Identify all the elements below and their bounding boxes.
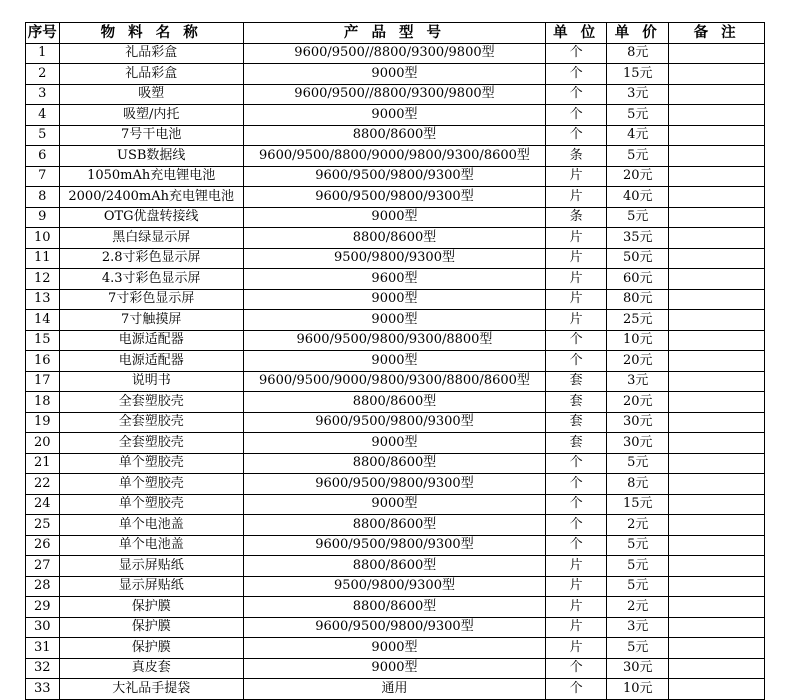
table-row [26,228,765,249]
cell-price[interactable]: 5元 [607,576,669,597]
cell-model[interactable]: 9600型 [243,269,545,290]
cell-model[interactable]: 8800/8600型 [243,515,545,536]
cell-note[interactable] [669,289,765,310]
cell-name[interactable]: 真皮套 [59,658,243,679]
cell-index[interactable]: 19 [26,412,60,433]
cell-note[interactable] [669,515,765,536]
cell-model[interactable]: 9600/9500/8800/9000/9800/9300/8600型 [243,146,545,167]
cell-model[interactable]: 9600/9500/9800/9300型 [243,474,545,495]
cell-unit[interactable]: 片 [546,248,607,269]
cell-index[interactable]: 30 [26,617,60,638]
cell-name[interactable]: 显示屏贴纸 [59,576,243,597]
cell-model[interactable]: 8800/8600型 [243,597,545,618]
cell-name[interactable]: 礼品彩盒 [59,43,243,64]
table-row [26,515,765,536]
cell-name[interactable]: 全套塑胶壳 [59,392,243,413]
cell-name[interactable]: 单个塑胶壳 [59,474,243,495]
cell-unit[interactable]: 片 [546,228,607,249]
cell-name[interactable]: 说明书 [59,371,243,392]
cell-name[interactable]: OTG优盘转接线 [59,207,243,228]
table-row [26,679,765,700]
cell-index[interactable]: 11 [26,248,60,269]
cell-price[interactable]: 8元 [607,474,669,495]
table-row [26,84,765,105]
cell-note[interactable] [669,433,765,454]
cell-note[interactable] [669,187,765,208]
cell-price[interactable]: 3元 [607,617,669,638]
table-row [26,453,765,474]
cell-index[interactable]: 24 [26,494,60,515]
cell-model[interactable]: 9500/9800/9300型 [243,248,545,269]
cell-price[interactable]: 20元 [607,351,669,372]
cell-price[interactable]: 35元 [607,228,669,249]
header-name[interactable]: 物 料 名 称 [59,23,243,44]
cell-name[interactable]: 单个塑胶壳 [59,453,243,474]
cell-model[interactable]: 9000型 [243,310,545,331]
cell-note[interactable] [669,371,765,392]
cell-price[interactable]: 30元 [607,658,669,679]
cell-model[interactable]: 通用 [243,679,545,700]
cell-index[interactable]: 8 [26,187,60,208]
table-row [26,64,765,85]
cell-price[interactable]: 25元 [607,310,669,331]
cell-index[interactable]: 29 [26,597,60,618]
table-row [26,412,765,433]
cell-index[interactable]: 26 [26,535,60,556]
cell-note[interactable] [669,207,765,228]
cell-price[interactable]: 20元 [607,166,669,187]
cell-model[interactable]: 9000型 [243,289,545,310]
cell-unit[interactable]: 片 [546,638,607,659]
cell-name[interactable]: 4.3寸彩色显示屏 [59,269,243,290]
cell-name[interactable]: USB数据线 [59,146,243,167]
cell-price[interactable]: 5元 [607,453,669,474]
cell-price[interactable]: 10元 [607,330,669,351]
cell-index[interactable]: 27 [26,556,60,577]
cell-name[interactable]: 大礼品手提袋 [59,679,243,700]
cell-name[interactable]: 显示屏贴纸 [59,556,243,577]
table-row [26,310,765,331]
cell-model[interactable]: 9600/9500/9800/9300型 [243,535,545,556]
cell-note[interactable] [669,269,765,290]
cell-price[interactable]: 5元 [607,556,669,577]
cell-price[interactable]: 60元 [607,269,669,290]
cell-unit[interactable]: 个 [546,84,607,105]
cell-name[interactable]: 单个电池盖 [59,535,243,556]
table-row [26,146,765,167]
table-row [26,248,765,269]
table-row [26,269,765,290]
cell-model[interactable]: 9000型 [243,105,545,126]
table-row [26,638,765,659]
cell-price[interactable]: 20元 [607,392,669,413]
cell-index[interactable]: 4 [26,105,60,126]
cell-name[interactable]: 全套塑胶壳 [59,412,243,433]
cell-name[interactable]: 保护膜 [59,617,243,638]
table-row [26,433,765,454]
cell-note[interactable] [669,638,765,659]
cell-price[interactable]: 5元 [607,535,669,556]
table-row [26,289,765,310]
cell-price[interactable]: 30元 [607,412,669,433]
cell-index[interactable]: 3 [26,84,60,105]
cell-note[interactable] [669,453,765,474]
cell-note[interactable] [669,310,765,331]
cell-index[interactable]: 12 [26,269,60,290]
cell-name[interactable]: 礼品彩盒 [59,64,243,85]
table-row [26,125,765,146]
cell-price[interactable]: 40元 [607,187,669,208]
table-row [26,617,765,638]
cell-model[interactable]: 9600/9500/9800/9300型 [243,187,545,208]
cell-index[interactable]: 25 [26,515,60,536]
cell-price[interactable]: 5元 [607,638,669,659]
cell-note[interactable] [669,43,765,64]
cell-unit[interactable]: 个 [546,515,607,536]
cell-name[interactable]: 吸塑/内托 [59,105,243,126]
cell-index[interactable]: 5 [26,125,60,146]
cell-name[interactable]: 7号干电池 [59,125,243,146]
table-row [26,658,765,679]
cell-name[interactable]: 2000/2400mAh充电锂电池 [59,187,243,208]
cell-note[interactable] [669,556,765,577]
cell-price[interactable]: 5元 [607,105,669,126]
cell-model[interactable]: 9600/9500/9000/9800/9300/8800/8600型 [243,371,545,392]
table-row [26,576,765,597]
price-list-table [25,22,765,700]
cell-name[interactable]: 单个电池盖 [59,515,243,536]
cell-model[interactable]: 9000型 [243,658,545,679]
cell-price[interactable]: 15元 [607,494,669,515]
cell-unit[interactable]: 个 [546,330,607,351]
cell-index[interactable]: 21 [26,453,60,474]
table-row [26,43,765,64]
cell-unit[interactable]: 片 [546,310,607,331]
cell-index[interactable]: 32 [26,658,60,679]
header-index[interactable]: 序号 [26,23,60,44]
cell-note[interactable] [669,84,765,105]
cell-model[interactable]: 9000型 [243,494,545,515]
cell-name[interactable]: 黑白绿显示屏 [59,228,243,249]
cell-price[interactable]: 3元 [607,84,669,105]
cell-price[interactable]: 50元 [607,248,669,269]
cell-unit[interactable]: 个 [546,43,607,64]
cell-price[interactable]: 10元 [607,679,669,700]
header-note[interactable]: 备 注 [669,23,765,44]
cell-name[interactable]: 保护膜 [59,638,243,659]
cell-name[interactable]: 7寸彩色显示屏 [59,289,243,310]
cell-index[interactable]: 10 [26,228,60,249]
cell-note[interactable] [669,105,765,126]
cell-index[interactable]: 6 [26,146,60,167]
cell-index[interactable]: 9 [26,207,60,228]
cell-index[interactable]: 17 [26,371,60,392]
table-row [26,166,765,187]
cell-note[interactable] [669,248,765,269]
cell-note[interactable] [669,412,765,433]
cell-note[interactable] [669,351,765,372]
cell-note[interactable] [669,392,765,413]
cell-note[interactable] [669,125,765,146]
cell-index[interactable]: 2 [26,64,60,85]
table-row [26,597,765,618]
cell-name[interactable]: 电源适配器 [59,330,243,351]
cell-index[interactable]: 31 [26,638,60,659]
cell-index[interactable]: 14 [26,310,60,331]
cell-unit[interactable]: 片 [546,576,607,597]
cell-note[interactable] [669,330,765,351]
cell-model[interactable]: 8800/8600型 [243,228,545,249]
cell-note[interactable] [669,576,765,597]
cell-unit[interactable]: 条 [546,146,607,167]
cell-unit[interactable]: 片 [546,269,607,290]
cell-name[interactable]: 吸塑 [59,84,243,105]
table-row [26,207,765,228]
cell-unit[interactable]: 套 [546,433,607,454]
header-model[interactable]: 产 品 型 号 [243,23,545,44]
cell-note[interactable] [669,474,765,495]
cell-name[interactable]: 全套塑胶壳 [59,433,243,454]
table-row [26,371,765,392]
cell-index[interactable]: 20 [26,433,60,454]
cell-note[interactable] [669,658,765,679]
cell-unit[interactable]: 个 [546,494,607,515]
cell-price[interactable]: 4元 [607,125,669,146]
cell-name[interactable]: 2.8寸彩色显示屏 [59,248,243,269]
cell-price[interactable]: 2元 [607,597,669,618]
cell-index[interactable]: 33 [26,679,60,700]
cell-model[interactable]: 9000型 [243,207,545,228]
cell-unit[interactable]: 片 [546,556,607,577]
cell-unit[interactable]: 个 [546,658,607,679]
table-row [26,535,765,556]
table-row [26,474,765,495]
cell-unit[interactable]: 个 [546,535,607,556]
cell-name[interactable]: 电源适配器 [59,351,243,372]
cell-unit[interactable]: 片 [546,597,607,618]
cell-model[interactable]: 9600/9500/9800/9300型 [243,166,545,187]
cell-model[interactable]: 9000型 [243,351,545,372]
cell-index[interactable]: 22 [26,474,60,495]
cell-index[interactable]: 15 [26,330,60,351]
cell-model[interactable]: 9500/9800/9300型 [243,576,545,597]
cell-model[interactable]: 8800/8600型 [243,556,545,577]
cell-note[interactable] [669,146,765,167]
cell-name[interactable]: 保护膜 [59,597,243,618]
cell-unit[interactable]: 个 [546,125,607,146]
cell-price[interactable]: 80元 [607,289,669,310]
cell-note[interactable] [669,679,765,700]
cell-note[interactable] [669,166,765,187]
cell-unit[interactable]: 套 [546,371,607,392]
cell-unit[interactable]: 片 [546,187,607,208]
cell-price[interactable]: 3元 [607,371,669,392]
cell-price[interactable]: 30元 [607,433,669,454]
cell-index[interactable]: 18 [26,392,60,413]
table-row [26,105,765,126]
cell-note[interactable] [669,494,765,515]
cell-index[interactable]: 16 [26,351,60,372]
header-unit[interactable]: 单 位 [546,23,607,44]
table-row [26,187,765,208]
cell-unit[interactable]: 条 [546,207,607,228]
cell-index[interactable]: 13 [26,289,60,310]
cell-index[interactable]: 7 [26,166,60,187]
cell-model[interactable]: 8800/8600型 [243,392,545,413]
header-row [26,23,765,44]
cell-price[interactable]: 15元 [607,64,669,85]
table-row [26,556,765,577]
cell-model[interactable]: 9600/9500//8800/9300/9800型 [243,43,545,64]
header-price[interactable]: 单 价 [607,23,669,44]
cell-model[interactable]: 8800/8600型 [243,125,545,146]
cell-index[interactable]: 28 [26,576,60,597]
cell-model[interactable]: 9000型 [243,64,545,85]
cell-unit[interactable]: 个 [546,105,607,126]
cell-unit[interactable]: 片 [546,289,607,310]
cell-index[interactable]: 1 [26,43,60,64]
cell-price[interactable]: 5元 [607,146,669,167]
cell-model[interactable]: 9600/9500/9800/9300/8800型 [243,330,545,351]
table-row [26,392,765,413]
cell-name[interactable]: 1050mAh充电锂电池 [59,166,243,187]
cell-price[interactable]: 8元 [607,43,669,64]
cell-price[interactable]: 2元 [607,515,669,536]
cell-note[interactable] [669,597,765,618]
cell-unit[interactable]: 片 [546,617,607,638]
cell-model[interactable]: 9600/9500/9800/9300型 [243,412,545,433]
cell-model[interactable]: 9000型 [243,638,545,659]
cell-model[interactable]: 9000型 [243,433,545,454]
cell-unit[interactable]: 套 [546,392,607,413]
cell-note[interactable] [669,535,765,556]
cell-model[interactable]: 9600/9500/9800/9300型 [243,617,545,638]
cell-price[interactable]: 5元 [607,207,669,228]
cell-name[interactable]: 单个塑胶壳 [59,494,243,515]
table-row [26,351,765,372]
table-row [26,330,765,351]
cell-unit[interactable]: 套 [546,412,607,433]
cell-model[interactable]: 9600/9500//8800/9300/9800型 [243,84,545,105]
cell-unit[interactable]: 个 [546,453,607,474]
cell-name[interactable]: 7寸触摸屏 [59,310,243,331]
cell-note[interactable] [669,64,765,85]
cell-unit[interactable]: 个 [546,474,607,495]
cell-note[interactable] [669,228,765,249]
cell-note[interactable] [669,617,765,638]
cell-unit[interactable]: 个 [546,679,607,700]
cell-unit[interactable]: 片 [546,166,607,187]
table-row [26,494,765,515]
cell-model[interactable]: 8800/8600型 [243,453,545,474]
cell-unit[interactable]: 个 [546,64,607,85]
cell-unit[interactable]: 个 [546,351,607,372]
